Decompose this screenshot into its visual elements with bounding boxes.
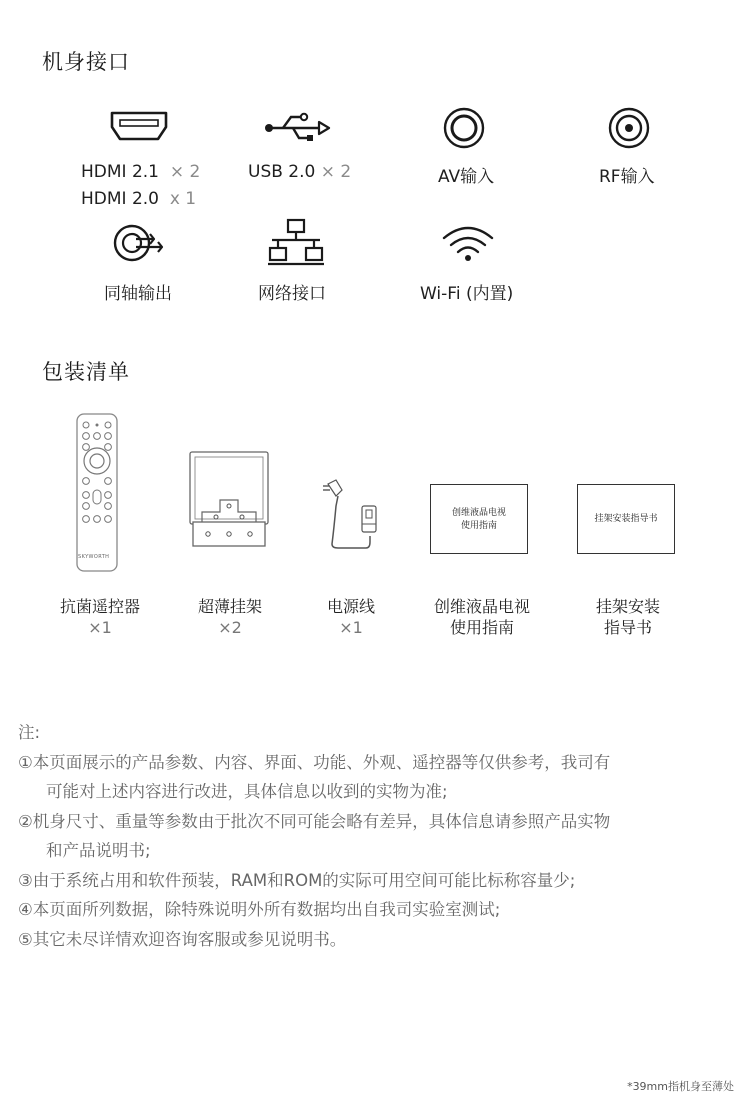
note-1: ①本页面展示的产品参数、内容、界面、功能、外观、遥控器等仅供参考，我司有	[18, 752, 611, 772]
note-1-cont: 可能对上述内容进行改进，具体信息以收到的实物为准;	[46, 782, 448, 801]
coaxial-port-icon	[112, 222, 174, 264]
coaxial-label: 同轴输出	[104, 284, 172, 304]
remote-control-icon	[76, 413, 118, 573]
av-label: AV输入	[438, 167, 495, 187]
wifi-label: Wi-Fi (内置)	[420, 284, 514, 304]
hdmi20-label: HDMI 2.0 x 1	[81, 189, 197, 209]
notes-heading: 注:	[18, 723, 41, 742]
note-3: ③由于系统占用和软件预装，RAM和ROM的实际可用空间可能比标称容量少;	[18, 870, 576, 890]
network-label: 网络接口	[258, 284, 326, 304]
usb-label: USB 2.0 × 2	[248, 162, 352, 182]
usb-icon	[263, 112, 333, 144]
package-title: 包装清单	[42, 360, 130, 384]
av-port-icon	[442, 106, 486, 150]
remote-brand: SKYWORTH	[78, 554, 110, 560]
rf-label: RF输入	[599, 167, 655, 187]
note-5: ⑤其它未尽详情欢迎咨询客服或参见说明书。	[18, 929, 347, 949]
rf-port-icon	[607, 106, 651, 150]
hdmi21-label: HDMI 2.1 × 2	[81, 162, 201, 182]
power-cord-label: 电源线 ×1	[326, 597, 375, 637]
user-guide-label: 创维液晶电视 使用指南	[433, 597, 530, 637]
network-icon	[268, 218, 324, 266]
wall-bracket-icon	[188, 450, 270, 548]
hdmi-icon	[108, 110, 170, 144]
wifi-icon	[440, 224, 496, 264]
note-2-cont: 和产品说明书;	[46, 841, 151, 860]
install-guide-icon: 挂架安装指导书	[577, 484, 675, 554]
note-4: ④本页面所列数据，除特殊说明外所有数据均出自我司实验室测试;	[18, 900, 501, 919]
user-guide-icon: 创维液晶电视 使用指南	[430, 484, 528, 554]
remote-label: 抗菌遥控器 ×1	[59, 597, 140, 637]
power-cord-icon	[320, 478, 382, 552]
bracket-label: 超薄挂架 ×2	[197, 597, 262, 637]
install-guide-label: 挂架安装 指导书	[595, 597, 660, 637]
footnote: *39mm指机身至薄处	[627, 1080, 734, 1093]
note-2: ②机身尺寸、重量等参数由于批次不同可能会略有差异，具体信息请参照产品实物	[18, 811, 611, 831]
interfaces-title: 机身接口	[42, 50, 130, 74]
notes	[18, 718, 610, 954]
